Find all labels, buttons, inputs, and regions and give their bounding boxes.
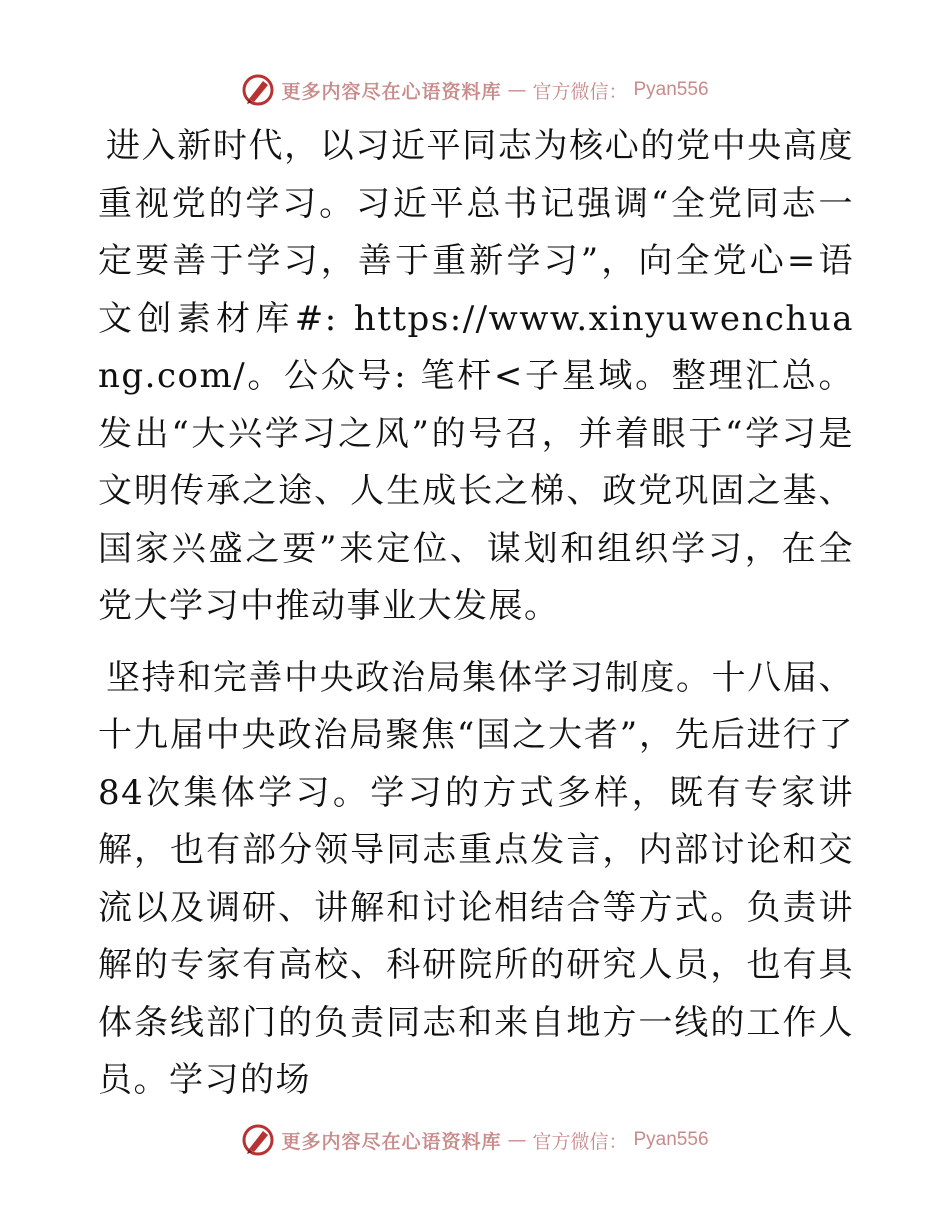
watermark-separator: —	[507, 1129, 527, 1151]
watermark-brand: 更多内容尽在心语资料库	[281, 80, 502, 103]
header-watermark	[0, 70, 950, 110]
paragraph-2: 坚持和完善中央政治局集体学习制度。十八届、十九届中央政治局聚焦“国之大者”，先后进行了84次集体学习。学习的方式多样，既有专家讲解，也有部分领导同志重点发言，内部讨论和交流以及调研、讲解和讨论相结合等方式。负责讲解的专家有高校、科研院所的研究人员，也有具体条线部门的负责同志和来自地方一线的工作人员。学习的场	[98, 657, 854, 1100]
watermark-separator: —	[507, 79, 527, 101]
pen-logo-icon	[241, 73, 275, 107]
watermark-wechat-account: Pyan556	[633, 79, 709, 100]
paragraph-1: 进入新时代，以习近平同志为核心的党中央高度重视党的学习。习近平总书记强调“全党同志一定要善于学习，善于重新学习”，向全党心=语文创素材库#: https://www.xinyuwenchuang.com/。公众号: 笔杆<子星域。整理汇总。发出“大兴学习之风”的号召，并着眼于“学习是文明传承之途、人生成长之梯、政党巩固之基、国家兴盛之要”来定位、谋划和组织学习，在全党大学习中推动事业大发展。	[98, 126, 854, 626]
watermark-wechat-label: 官方微信：	[532, 80, 628, 103]
pen-logo-icon	[241, 1123, 275, 1157]
document-body	[98, 118, 854, 1110]
footer-watermark	[0, 1120, 950, 1160]
watermark-brand: 更多内容尽在心语资料库	[281, 1130, 502, 1153]
watermark-wechat-account: Pyan556	[633, 1129, 709, 1150]
watermark-wechat-label: 官方微信：	[532, 1130, 628, 1153]
